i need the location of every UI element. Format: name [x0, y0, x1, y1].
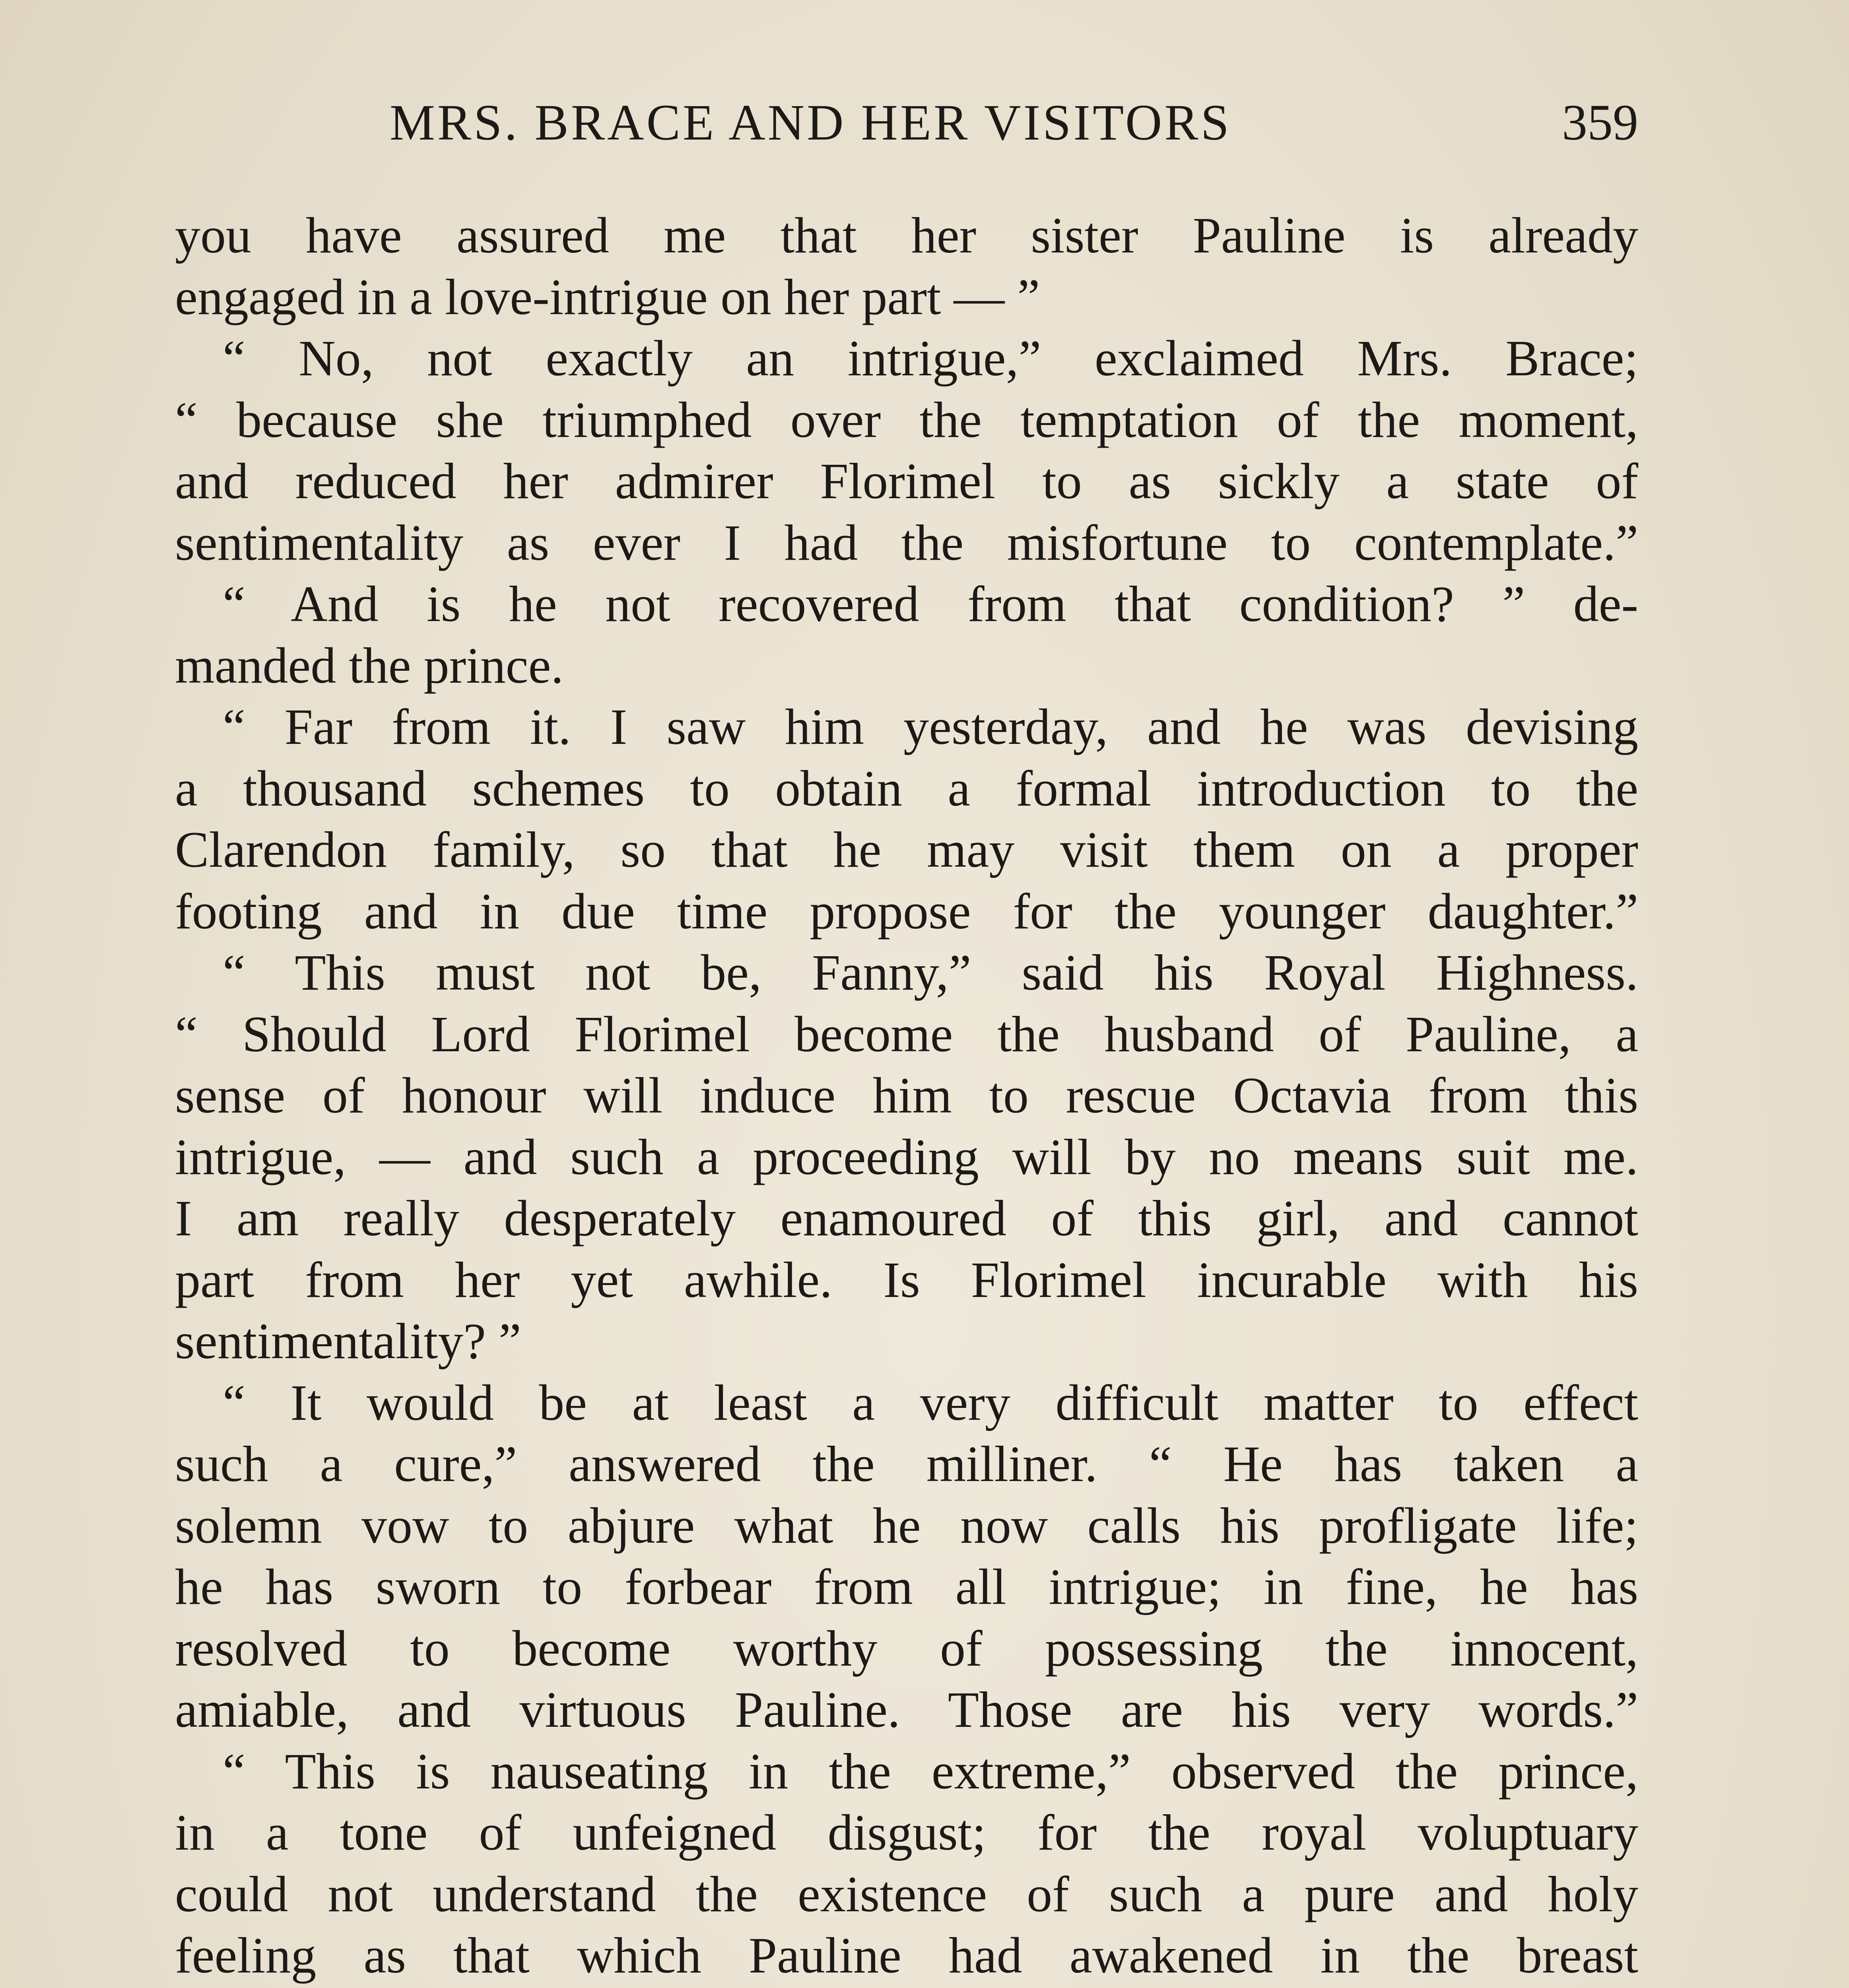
text-line: such a cure,” answered the milliner. “ He has taken a: [175, 1436, 1638, 1492]
text-line: solemn vow to abjure what he now calls his profligate life;: [175, 1497, 1638, 1554]
text-line: “ No, not exactly an intrigue,” exclaimed Mrs. Brace;: [223, 330, 1638, 386]
text-line: amiable, and virtuous Pauline. Those are his very words.”: [175, 1681, 1638, 1738]
text-line: sentimentality as ever I had the misfortune to contemplate.”: [175, 514, 1638, 571]
text-line: “ This must not be, Fanny,” said his Royal Highness.: [223, 944, 1638, 1001]
body-text: [175, 205, 1638, 1988]
text-line: “ Should Lord Florimel become the husband of Pauline, a: [175, 1006, 1638, 1062]
text-line: resolved to become worthy of possessing the innocent,: [175, 1620, 1638, 1677]
text-line: “ This is nauseating in the extreme,” observed the prince,: [223, 1743, 1638, 1800]
running-head: MRS. BRACE AND HER VISITORS: [390, 94, 1231, 151]
text-line: could not understand the existence of such a pure and holy: [175, 1866, 1638, 1922]
text-line: sense of honour will induce him to rescue Octavia from this: [175, 1067, 1638, 1124]
text-line: in a tone of unfeigned disgust; for the royal voluptuary: [175, 1804, 1638, 1861]
text-line: he has sworn to forbear from all intrigue; in fine, he has: [175, 1559, 1638, 1615]
text-line: part from her yet awhile. Is Florimel incurable with his: [175, 1251, 1638, 1308]
text-line: engaged in a love-intrigue on her part — ”: [175, 268, 1040, 325]
page-header: [175, 93, 1638, 165]
text-line: [175, 1986, 1638, 1988]
text-line: a thousand schemes to obtain a formal introduction to the: [175, 760, 1638, 817]
text-line: and reduced her admirer Florimel to as sickly a state of: [175, 453, 1638, 509]
text-line: “ And is he not recovered from that condition? ” de-: [223, 576, 1638, 632]
page-number: 359: [1562, 94, 1638, 151]
text-line: “ Far from it. I saw him yesterday, and he was devising: [223, 699, 1638, 755]
text-line: “ It would be at least a very difficult matter to effect: [223, 1374, 1638, 1431]
text-line: you have assured me that her sister Pauline is already: [175, 207, 1638, 264]
text-line: I am really desperately enamoured of this girl, and cannot: [175, 1190, 1638, 1246]
text-line: footing and in due time propose for the younger daughter.”: [175, 883, 1638, 940]
text-line: “ because she triumphed over the temptation of the moment,: [175, 391, 1638, 448]
text-line: intrigue, — and such a proceeding will by no means suit me.: [175, 1128, 1638, 1185]
text-line: sentimentality? ”: [175, 1313, 521, 1369]
text-line: feeling as that which Pauline had awakened in the breast: [175, 1927, 1638, 1984]
text-line: Clarendon family, so that he may visit them on a proper: [175, 821, 1638, 878]
text-line: manded the prince.: [175, 637, 564, 694]
